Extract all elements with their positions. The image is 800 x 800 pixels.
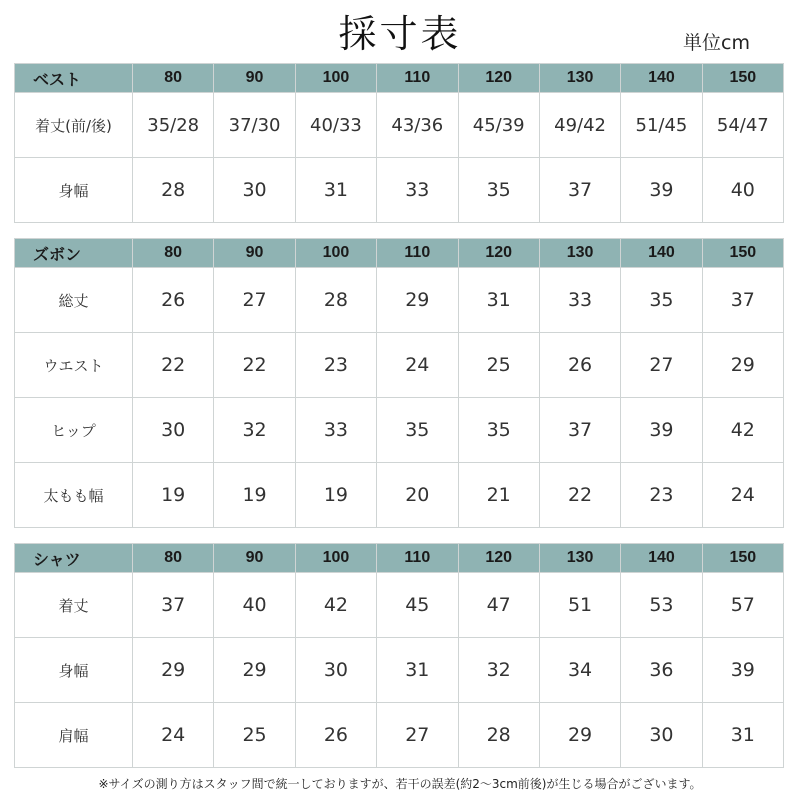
table-cell: 24	[702, 463, 783, 528]
row-label: ヒップ	[15, 398, 133, 463]
shirt-size-table	[14, 543, 784, 768]
table-cell: 47	[458, 573, 539, 638]
table-cell: 29	[214, 638, 295, 703]
table-header-row	[15, 64, 784, 93]
row-label: 身幅	[15, 158, 133, 223]
table-cell: 31	[377, 638, 458, 703]
table-row	[15, 638, 784, 703]
table-cell: 23	[295, 333, 376, 398]
table-cell: 40	[702, 158, 783, 223]
table-cell: 26	[295, 703, 376, 768]
table-cell: 35	[458, 158, 539, 223]
table-cell: 30	[621, 703, 702, 768]
table-cell: 25	[214, 703, 295, 768]
table-cell: 45/39	[458, 93, 539, 158]
table-cell: 22	[539, 463, 620, 528]
table-cell: 32	[214, 398, 295, 463]
size-header: 100	[295, 544, 376, 573]
size-header: 110	[377, 64, 458, 93]
footnote: ※サイズの測り方はスタッフ間で統一しておりますが、若干の誤差(約2～3cm前後)が生じる場合がございます。	[98, 777, 702, 791]
table-cell: 31	[702, 703, 783, 768]
size-header: 120	[458, 64, 539, 93]
table-cell: 34	[539, 638, 620, 703]
table-cell: 33	[295, 398, 376, 463]
table-cell: 29	[377, 268, 458, 333]
table-cell: 29	[539, 703, 620, 768]
table-cell: 40	[214, 573, 295, 638]
table-cell: 29	[133, 638, 214, 703]
size-header: 140	[621, 544, 702, 573]
size-header: 130	[539, 544, 620, 573]
table-header-row	[15, 239, 784, 268]
table-cell: 40/33	[295, 93, 376, 158]
section-name: ズボン	[15, 239, 133, 268]
table-cell: 22	[133, 333, 214, 398]
size-header: 80	[133, 239, 214, 268]
table-cell: 30	[295, 638, 376, 703]
table-cell: 32	[458, 638, 539, 703]
row-label: ウエスト	[15, 333, 133, 398]
table-row	[15, 268, 784, 333]
table-cell: 31	[458, 268, 539, 333]
table-cell: 19	[295, 463, 376, 528]
size-header: 130	[539, 239, 620, 268]
table-cell: 28	[458, 703, 539, 768]
pants-size-table	[14, 238, 784, 528]
table-cell: 37	[133, 573, 214, 638]
table-cell: 54/47	[702, 93, 783, 158]
size-header: 120	[458, 544, 539, 573]
table-cell: 49/42	[539, 93, 620, 158]
size-header: 90	[214, 239, 295, 268]
table-row	[15, 463, 784, 528]
table-cell: 42	[702, 398, 783, 463]
table-row	[15, 158, 784, 223]
size-header: 110	[377, 544, 458, 573]
table-cell: 33	[539, 268, 620, 333]
row-label: 着丈(前/後)	[15, 93, 133, 158]
row-label: 総丈	[15, 268, 133, 333]
size-header: 140	[621, 239, 702, 268]
vest-size-table	[14, 63, 784, 223]
table-cell: 37/30	[214, 93, 295, 158]
table-cell: 25	[458, 333, 539, 398]
table-cell: 26	[133, 268, 214, 333]
table-cell: 51/45	[621, 93, 702, 158]
size-header: 100	[295, 64, 376, 93]
size-header: 90	[214, 64, 295, 93]
table-cell: 43/36	[377, 93, 458, 158]
table-cell: 28	[133, 158, 214, 223]
size-header: 100	[295, 239, 376, 268]
table-cell: 36	[621, 638, 702, 703]
unit-label: 単位cm	[683, 32, 750, 54]
table-cell: 53	[621, 573, 702, 638]
table-cell: 33	[377, 158, 458, 223]
row-label: 太もも幅	[15, 463, 133, 528]
table-cell: 39	[621, 398, 702, 463]
table-cell: 37	[702, 268, 783, 333]
table-cell: 24	[133, 703, 214, 768]
table-cell: 57	[702, 573, 783, 638]
table-cell: 27	[377, 703, 458, 768]
table-row	[15, 398, 784, 463]
table-cell: 19	[133, 463, 214, 528]
table-cell: 19	[214, 463, 295, 528]
row-label: 肩幅	[15, 703, 133, 768]
table-cell: 26	[539, 333, 620, 398]
size-header: 150	[702, 239, 783, 268]
size-header: 130	[539, 64, 620, 93]
page-title: 採寸表	[338, 12, 462, 56]
table-cell: 29	[702, 333, 783, 398]
table-cell: 39	[621, 158, 702, 223]
table-cell: 22	[214, 333, 295, 398]
table-cell: 42	[295, 573, 376, 638]
table-cell: 35	[377, 398, 458, 463]
table-cell: 30	[214, 158, 295, 223]
table-row	[15, 573, 784, 638]
size-header: 110	[377, 239, 458, 268]
table-cell: 35	[621, 268, 702, 333]
table-cell: 27	[621, 333, 702, 398]
table-cell: 23	[621, 463, 702, 528]
section-name: ベスト	[15, 64, 133, 93]
table-cell: 30	[133, 398, 214, 463]
table-row	[15, 93, 784, 158]
table-cell: 45	[377, 573, 458, 638]
table-cell: 21	[458, 463, 539, 528]
size-header: 80	[133, 544, 214, 573]
table-row	[15, 333, 784, 398]
size-header: 80	[133, 64, 214, 93]
table-cell: 28	[295, 268, 376, 333]
table-cell: 37	[539, 398, 620, 463]
table-cell: 37	[539, 158, 620, 223]
table-header-row	[15, 544, 784, 573]
table-cell: 35	[458, 398, 539, 463]
table-cell: 35/28	[133, 93, 214, 158]
table-cell: 20	[377, 463, 458, 528]
table-cell: 51	[539, 573, 620, 638]
size-header: 140	[621, 64, 702, 93]
table-cell: 31	[295, 158, 376, 223]
size-header: 150	[702, 544, 783, 573]
size-header: 90	[214, 544, 295, 573]
table-cell: 24	[377, 333, 458, 398]
table-row	[15, 703, 784, 768]
section-name: シャツ	[15, 544, 133, 573]
row-label: 着丈	[15, 573, 133, 638]
size-header: 120	[458, 239, 539, 268]
table-cell: 27	[214, 268, 295, 333]
row-label: 身幅	[15, 638, 133, 703]
table-cell: 39	[702, 638, 783, 703]
size-header: 150	[702, 64, 783, 93]
